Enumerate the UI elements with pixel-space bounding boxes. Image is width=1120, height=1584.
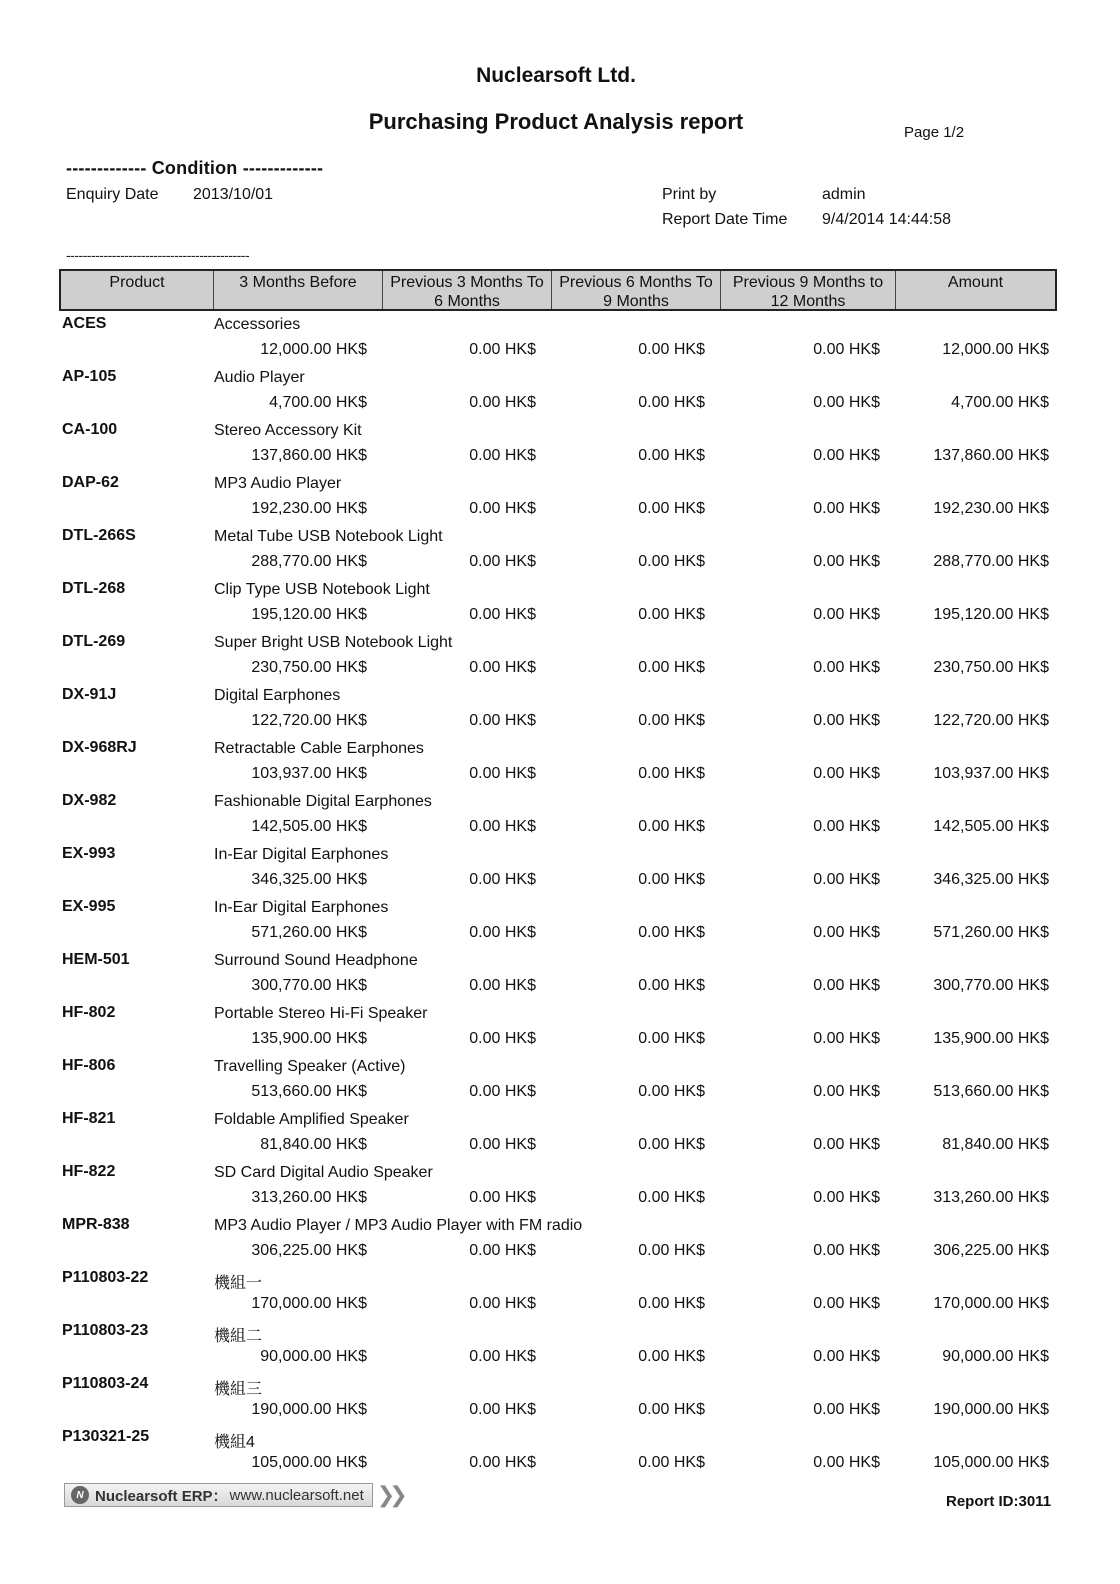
product-code: DX-968RJ	[62, 739, 137, 756]
product-code: DAP-62	[62, 474, 119, 491]
value-9-to-12-months: 0.00 HK$	[813, 1030, 880, 1047]
value-6-to-9-months: 0.00 HK$	[638, 977, 705, 994]
value-9-to-12-months: 0.00 HK$	[813, 553, 880, 570]
table-header	[59, 269, 1057, 311]
table-row	[0, 683, 1112, 736]
value-6-to-9-months: 0.00 HK$	[638, 341, 705, 358]
value-3-months-before: 513,660.00 HK$	[251, 1083, 367, 1100]
value-amount: 190,000.00 HK$	[933, 1401, 1049, 1418]
value-6-to-9-months: 0.00 HK$	[638, 1242, 705, 1259]
chevron-right-icon: ❯❯	[376, 1482, 402, 1507]
value-3-to-6-months: 0.00 HK$	[469, 977, 536, 994]
product-code: P110803-23	[62, 1322, 149, 1339]
value-6-to-9-months: 0.00 HK$	[638, 1401, 705, 1418]
value-3-months-before: 288,770.00 HK$	[251, 553, 367, 570]
value-amount: 313,260.00 HK$	[933, 1189, 1049, 1206]
value-6-to-9-months: 0.00 HK$	[638, 606, 705, 623]
value-amount: 571,260.00 HK$	[933, 924, 1049, 941]
report-id: Report ID:3011	[946, 1493, 1052, 1510]
value-amount: 513,660.00 HK$	[933, 1083, 1049, 1100]
value-3-months-before: 135,900.00 HK$	[251, 1030, 367, 1047]
product-description: Super Bright USB Notebook Light	[214, 634, 453, 651]
value-amount: 135,900.00 HK$	[933, 1030, 1049, 1047]
product-description: Fashionable Digital Earphones	[214, 793, 432, 810]
value-9-to-12-months: 0.00 HK$	[813, 1136, 880, 1153]
column-header-line: 12 Months	[770, 293, 846, 309]
value-3-to-6-months: 0.00 HK$	[469, 394, 536, 411]
value-6-to-9-months: 0.00 HK$	[638, 1189, 705, 1206]
value-6-to-9-months: 0.00 HK$	[638, 1083, 705, 1100]
value-6-to-9-months: 0.00 HK$	[638, 1348, 705, 1365]
value-3-to-6-months: 0.00 HK$	[469, 606, 536, 623]
value-3-to-6-months: 0.00 HK$	[469, 341, 536, 358]
report-datetime-label: Report Date Time	[662, 211, 788, 228]
product-code: ACES	[62, 315, 107, 332]
value-3-months-before: 170,000.00 HK$	[251, 1295, 367, 1312]
value-9-to-12-months: 0.00 HK$	[813, 818, 880, 835]
value-amount: 81,840.00 HK$	[942, 1136, 1049, 1153]
value-6-to-9-months: 0.00 HK$	[638, 1136, 705, 1153]
value-6-to-9-months: 0.00 HK$	[638, 553, 705, 570]
value-3-months-before: 571,260.00 HK$	[251, 924, 367, 941]
value-amount: 288,770.00 HK$	[933, 553, 1049, 570]
product-code: HF-822	[62, 1163, 116, 1180]
table-row	[0, 842, 1112, 895]
column-header-product	[61, 271, 214, 309]
value-9-to-12-months: 0.00 HK$	[813, 871, 880, 888]
value-9-to-12-months: 0.00 HK$	[813, 500, 880, 517]
value-9-to-12-months: 0.00 HK$	[813, 977, 880, 994]
product-code: EX-995	[62, 898, 116, 915]
column-header-6-to-9-months	[552, 271, 721, 309]
product-code: AP-105	[62, 368, 117, 385]
value-9-to-12-months: 0.00 HK$	[813, 1454, 880, 1471]
print-by-label: Print by	[662, 186, 717, 203]
table-row	[0, 471, 1112, 524]
product-description: Foldable Amplified Speaker	[214, 1111, 409, 1128]
value-3-months-before: 306,225.00 HK$	[251, 1242, 367, 1259]
product-description: Metal Tube USB Notebook Light	[214, 528, 443, 545]
product-code: HF-806	[62, 1057, 116, 1074]
column-header-line: Previous 9 Months to	[732, 274, 884, 291]
report-title: Purchasing Product Analysis report	[368, 109, 744, 134]
value-9-to-12-months: 0.00 HK$	[813, 394, 880, 411]
product-description: Portable Stereo Hi-Fi Speaker	[214, 1005, 428, 1022]
value-3-to-6-months: 0.00 HK$	[469, 1401, 536, 1418]
value-3-to-6-months: 0.00 HK$	[469, 818, 536, 835]
value-amount: 90,000.00 HK$	[942, 1348, 1049, 1365]
product-description: Clip Type USB Notebook Light	[214, 581, 430, 598]
product-description: MP3 Audio Player	[214, 475, 342, 492]
product-description: 機組三	[214, 1381, 263, 1398]
value-9-to-12-months: 0.00 HK$	[813, 1242, 880, 1259]
value-9-to-12-months: 0.00 HK$	[813, 924, 880, 941]
value-6-to-9-months: 0.00 HK$	[638, 712, 705, 729]
value-3-to-6-months: 0.00 HK$	[469, 1295, 536, 1312]
product-code: MPR-838	[62, 1216, 130, 1233]
column-header-amount	[896, 271, 1055, 309]
print-by-value: admin	[822, 186, 866, 203]
product-description: Digital Earphones	[214, 687, 341, 704]
value-6-to-9-months: 0.00 HK$	[638, 1295, 705, 1312]
value-3-months-before: 300,770.00 HK$	[251, 977, 367, 994]
table-row	[0, 1160, 1112, 1213]
value-amount: 122,720.00 HK$	[933, 712, 1049, 729]
product-description: Surround Sound Headphone	[214, 952, 418, 969]
column-header-line: 6 Months	[434, 293, 500, 309]
value-3-to-6-months: 0.00 HK$	[469, 447, 536, 464]
value-3-months-before: 192,230.00 HK$	[251, 500, 367, 517]
value-6-to-9-months: 0.00 HK$	[638, 818, 705, 835]
value-9-to-12-months: 0.00 HK$	[813, 1295, 880, 1312]
value-3-months-before: 190,000.00 HK$	[251, 1401, 367, 1418]
value-3-months-before: 90,000.00 HK$	[260, 1348, 367, 1365]
value-3-to-6-months: 0.00 HK$	[469, 1189, 536, 1206]
value-amount: 195,120.00 HK$	[933, 606, 1049, 623]
condition-separator: --------------------------------------------	[66, 247, 250, 263]
product-code: DTL-268	[62, 580, 126, 597]
product-description: 機組二	[214, 1328, 263, 1345]
value-3-months-before: 4,700.00 HK$	[269, 394, 367, 411]
product-description: 機組4	[214, 1434, 255, 1451]
table-row	[0, 789, 1112, 842]
value-3-months-before: 346,325.00 HK$	[251, 871, 367, 888]
value-3-to-6-months: 0.00 HK$	[469, 500, 536, 517]
table-row	[0, 1319, 1112, 1372]
table-row	[0, 1372, 1112, 1425]
logo-url: www.nuclearsoft.net	[229, 1486, 364, 1504]
value-3-to-6-months: 0.00 HK$	[469, 871, 536, 888]
value-3-to-6-months: 0.00 HK$	[469, 924, 536, 941]
value-3-to-6-months: 0.00 HK$	[469, 1083, 536, 1100]
value-3-months-before: 105,000.00 HK$	[251, 1454, 367, 1471]
value-amount: 230,750.00 HK$	[933, 659, 1049, 676]
column-header-9-to-12-months	[721, 271, 896, 309]
value-amount: 300,770.00 HK$	[933, 977, 1049, 994]
table-row	[0, 895, 1112, 948]
table-row	[0, 577, 1112, 630]
value-3-months-before: 103,937.00 HK$	[251, 765, 367, 782]
value-3-to-6-months: 0.00 HK$	[469, 553, 536, 570]
table-row	[0, 630, 1112, 683]
product-code: HF-802	[62, 1004, 116, 1021]
table-row	[0, 524, 1112, 577]
value-3-to-6-months: 0.00 HK$	[469, 1242, 536, 1259]
value-3-to-6-months: 0.00 HK$	[469, 1030, 536, 1047]
value-3-to-6-months: 0.00 HK$	[469, 1454, 536, 1471]
column-header-3-months-before	[214, 271, 383, 309]
value-3-months-before: 195,120.00 HK$	[251, 606, 367, 623]
enquiry-date-value: 2013/10/01	[193, 186, 274, 203]
product-code: DTL-269	[62, 633, 126, 650]
report-datetime-value: 9/4/2014 14:44:58	[822, 211, 952, 228]
value-6-to-9-months: 0.00 HK$	[638, 394, 705, 411]
table-row	[0, 365, 1112, 418]
value-6-to-9-months: 0.00 HK$	[638, 1030, 705, 1047]
table-row	[0, 1266, 1112, 1319]
value-3-to-6-months: 0.00 HK$	[469, 765, 536, 782]
value-6-to-9-months: 0.00 HK$	[638, 659, 705, 676]
value-amount: 4,700.00 HK$	[951, 394, 1049, 411]
product-code: HEM-501	[62, 951, 130, 968]
value-amount: 12,000.00 HK$	[942, 341, 1049, 358]
product-description: SD Card Digital Audio Speaker	[214, 1164, 433, 1181]
product-description: MP3 Audio Player / MP3 Audio Player with FM radio	[214, 1217, 583, 1234]
value-amount: 192,230.00 HK$	[933, 500, 1049, 517]
product-description: In-Ear Digital Earphones	[214, 846, 389, 863]
value-amount: 142,505.00 HK$	[933, 818, 1049, 835]
value-3-months-before: 230,750.00 HK$	[251, 659, 367, 676]
value-9-to-12-months: 0.00 HK$	[813, 341, 880, 358]
column-header-line: Previous 3 Months To	[390, 274, 544, 291]
value-9-to-12-months: 0.00 HK$	[813, 1083, 880, 1100]
table-row	[0, 1425, 1112, 1478]
product-rows	[0, 312, 1112, 1478]
value-3-months-before: 81,840.00 HK$	[260, 1136, 367, 1153]
value-9-to-12-months: 0.00 HK$	[813, 712, 880, 729]
value-3-months-before: 12,000.00 HK$	[260, 341, 367, 358]
table-row	[0, 1001, 1112, 1054]
value-3-months-before: 122,720.00 HK$	[251, 712, 367, 729]
value-amount: 103,937.00 HK$	[933, 765, 1049, 782]
value-6-to-9-months: 0.00 HK$	[638, 871, 705, 888]
product-code: DTL-266S	[62, 527, 136, 544]
product-code: P130321-25	[62, 1428, 150, 1445]
product-description: Travelling Speaker (Active)	[214, 1058, 406, 1075]
value-6-to-9-months: 0.00 HK$	[638, 1454, 705, 1471]
page-number: Page 1/2	[904, 124, 965, 141]
product-description: Retractable Cable Earphones	[214, 740, 424, 757]
value-amount: 346,325.00 HK$	[933, 871, 1049, 888]
table-row	[0, 736, 1112, 789]
value-9-to-12-months: 0.00 HK$	[813, 447, 880, 464]
logo-banner	[64, 1483, 373, 1507]
product-description: In-Ear Digital Earphones	[214, 899, 389, 916]
column-header-line: Amount	[947, 274, 1004, 291]
table-row	[0, 948, 1112, 1001]
product-code: EX-993	[62, 845, 116, 862]
column-header-line: Previous 6 Months To	[559, 274, 713, 291]
value-amount: 170,000.00 HK$	[933, 1295, 1049, 1312]
nuclearsoft-logo-icon: N	[71, 1486, 89, 1504]
product-description: Stereo Accessory Kit	[214, 422, 362, 439]
product-description: Accessories	[214, 316, 301, 333]
product-code: DX-982	[62, 792, 117, 809]
value-9-to-12-months: 0.00 HK$	[813, 659, 880, 676]
condition-heading: ------------- Condition -------------	[66, 158, 324, 178]
product-description: 機組一	[214, 1275, 263, 1292]
company-name: Nuclearsoft Ltd.	[476, 64, 636, 87]
table-row	[0, 1213, 1112, 1266]
value-6-to-9-months: 0.00 HK$	[638, 447, 705, 464]
product-description: Audio Player	[214, 369, 305, 386]
table-row	[0, 1107, 1112, 1160]
column-header-3-to-6-months	[383, 271, 552, 309]
value-3-months-before: 137,860.00 HK$	[251, 447, 367, 464]
product-code: HF-821	[62, 1110, 116, 1127]
value-3-to-6-months: 0.00 HK$	[469, 659, 536, 676]
product-code: P110803-24	[62, 1375, 149, 1392]
value-9-to-12-months: 0.00 HK$	[813, 765, 880, 782]
enquiry-date-label: Enquiry Date	[66, 186, 159, 203]
value-amount: 105,000.00 HK$	[933, 1454, 1049, 1471]
column-header-line: 9 Months	[603, 293, 669, 309]
table-row	[0, 312, 1112, 365]
value-9-to-12-months: 0.00 HK$	[813, 606, 880, 623]
value-3-to-6-months: 0.00 HK$	[469, 1136, 536, 1153]
value-3-months-before: 142,505.00 HK$	[251, 818, 367, 835]
value-9-to-12-months: 0.00 HK$	[813, 1401, 880, 1418]
table-row	[0, 418, 1112, 471]
value-3-to-6-months: 0.00 HK$	[469, 1348, 536, 1365]
column-header-line: Product	[109, 274, 165, 291]
column-header-line: 3 Months Before	[239, 274, 357, 291]
product-code: CA-100	[62, 421, 118, 438]
value-9-to-12-months: 0.00 HK$	[813, 1348, 880, 1365]
table-row	[0, 1054, 1112, 1107]
value-6-to-9-months: 0.00 HK$	[638, 765, 705, 782]
product-code: P110803-22	[62, 1269, 149, 1286]
value-3-months-before: 313,260.00 HK$	[251, 1189, 367, 1206]
value-amount: 306,225.00 HK$	[933, 1242, 1049, 1259]
value-6-to-9-months: 0.00 HK$	[638, 500, 705, 517]
footer-logo	[64, 1482, 414, 1508]
value-3-to-6-months: 0.00 HK$	[469, 712, 536, 729]
value-amount: 137,860.00 HK$	[933, 447, 1049, 464]
product-code: DX-91J	[62, 686, 117, 703]
value-6-to-9-months: 0.00 HK$	[638, 924, 705, 941]
value-9-to-12-months: 0.00 HK$	[813, 1189, 880, 1206]
logo-name: Nuclearsoft ERP：	[95, 1487, 228, 1505]
